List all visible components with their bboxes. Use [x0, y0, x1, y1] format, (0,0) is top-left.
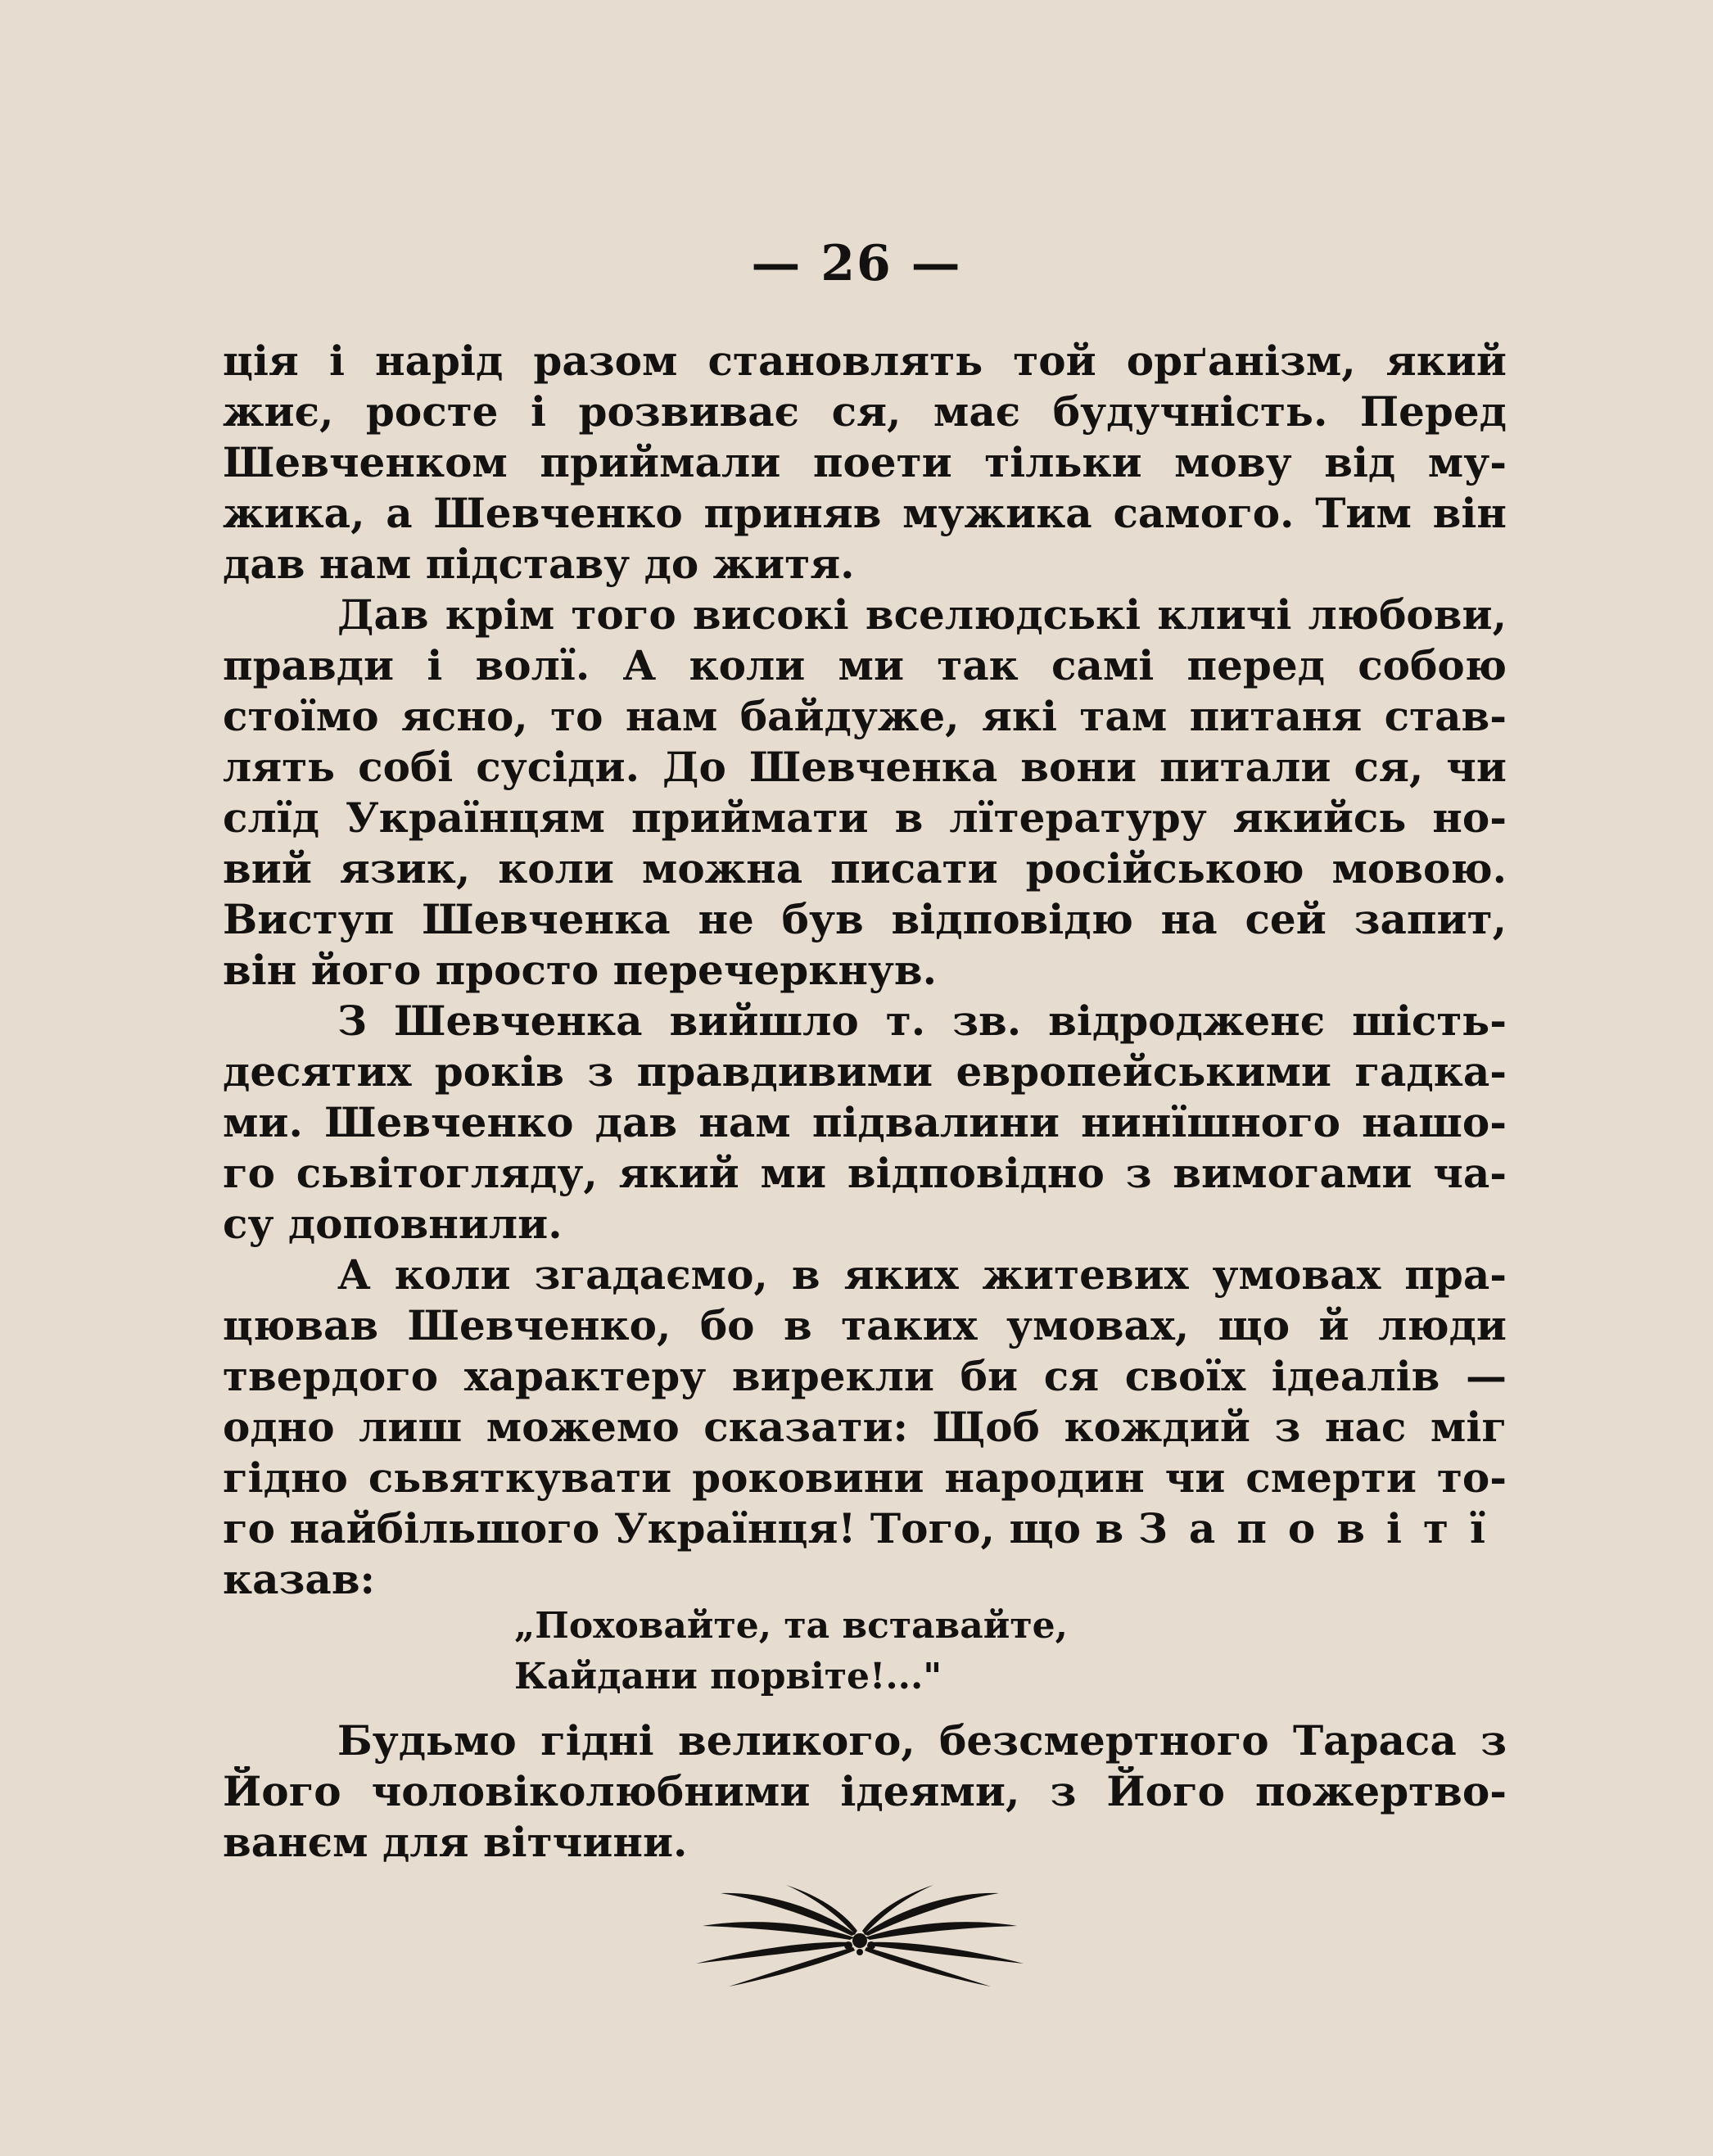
quote-line: „Поховайте, та вставайте,: [514, 1605, 1068, 1647]
text-line: одно лиш можемо сказати: Щоб кождий з нас міг: [223, 1403, 1507, 1451]
emphasized-word: Заповітї: [1137, 1504, 1507, 1553]
text-line: він його просто перечеркнув.: [223, 946, 938, 994]
text-line: го сьвітогляду, який ми відповідно з вимогами ча-: [223, 1149, 1507, 1197]
text-line: правди і волї. А коли ми так самі перед собою: [223, 641, 1507, 689]
text-line: слїд Українцям приймати в лїтературу якийсь но-: [223, 793, 1507, 842]
text-line: Його чоловіколюбними ідеями, з Його пожертво-: [223, 1767, 1507, 1815]
text-line: А коли згадаємо, в яких житевих умовах пра-: [337, 1250, 1507, 1299]
text-line: дав нам підставу до житя.: [223, 540, 855, 588]
text-line: жиє, росте і розвиває ся, має будучність. Перед: [223, 387, 1507, 436]
text-line: лять собі сусіди. До Шевченка вони питали ся, чи: [223, 743, 1507, 791]
text-line: З Шевченка вийшло т. зв. відродженє шість-: [337, 997, 1507, 1045]
text-line: ція і нарід разом становлять той орґанізм, який: [223, 337, 1507, 385]
text-line: казав:: [223, 1555, 376, 1603]
text-line: Будьмо гідні великого, безсмертного Тараса з: [337, 1716, 1507, 1765]
text-line: стоїмо ясно, то нам байдуже, які там питаня став-: [223, 692, 1507, 740]
text-line: десятих років з правдивими европейськими гадка-: [223, 1047, 1507, 1096]
text-line: Дав крім того високі вселюдські кличі любови,: [337, 590, 1507, 639]
quote-line: Кайдани порвіте!...": [514, 1656, 942, 1697]
text-line: гідно сьвяткувати роковини народин чи смерти то-: [223, 1453, 1507, 1502]
text-line: вий язик, коли можна писати російською мовою.: [223, 844, 1507, 893]
text-line-with-emphasis: [223, 1503, 1507, 1554]
main-text: [223, 336, 1507, 1605]
text-fragment: го найбільшого Українця! Того, що в: [223, 1504, 1124, 1553]
page-number: — 26 —: [751, 235, 962, 292]
final-paragraph: [223, 1715, 1507, 1868]
text-line: ми. Шевченко дав нам підвалини нинїшного нашо-: [223, 1098, 1507, 1146]
text-line: су доповнили.: [223, 1200, 563, 1248]
text-line: Шевченком приймали поети тільки мову від му-: [223, 438, 1507, 486]
text-line: Виступ Шевченка не був відповідю на сей запит,: [223, 895, 1507, 943]
text-line: твердого характеру вирекли би ся своїх ідеалів —: [223, 1352, 1507, 1400]
text-line: жика, а Шевченко приняв мужика самого. Тим він: [223, 489, 1507, 537]
poem-quote: [514, 1601, 1068, 1702]
text-line: ванєм для вітчини.: [223, 1818, 688, 1866]
text-line: цював Шевченко, бо в таких умовах, що й люди: [223, 1301, 1507, 1349]
decorative-ornament-icon: [688, 1875, 1032, 1990]
